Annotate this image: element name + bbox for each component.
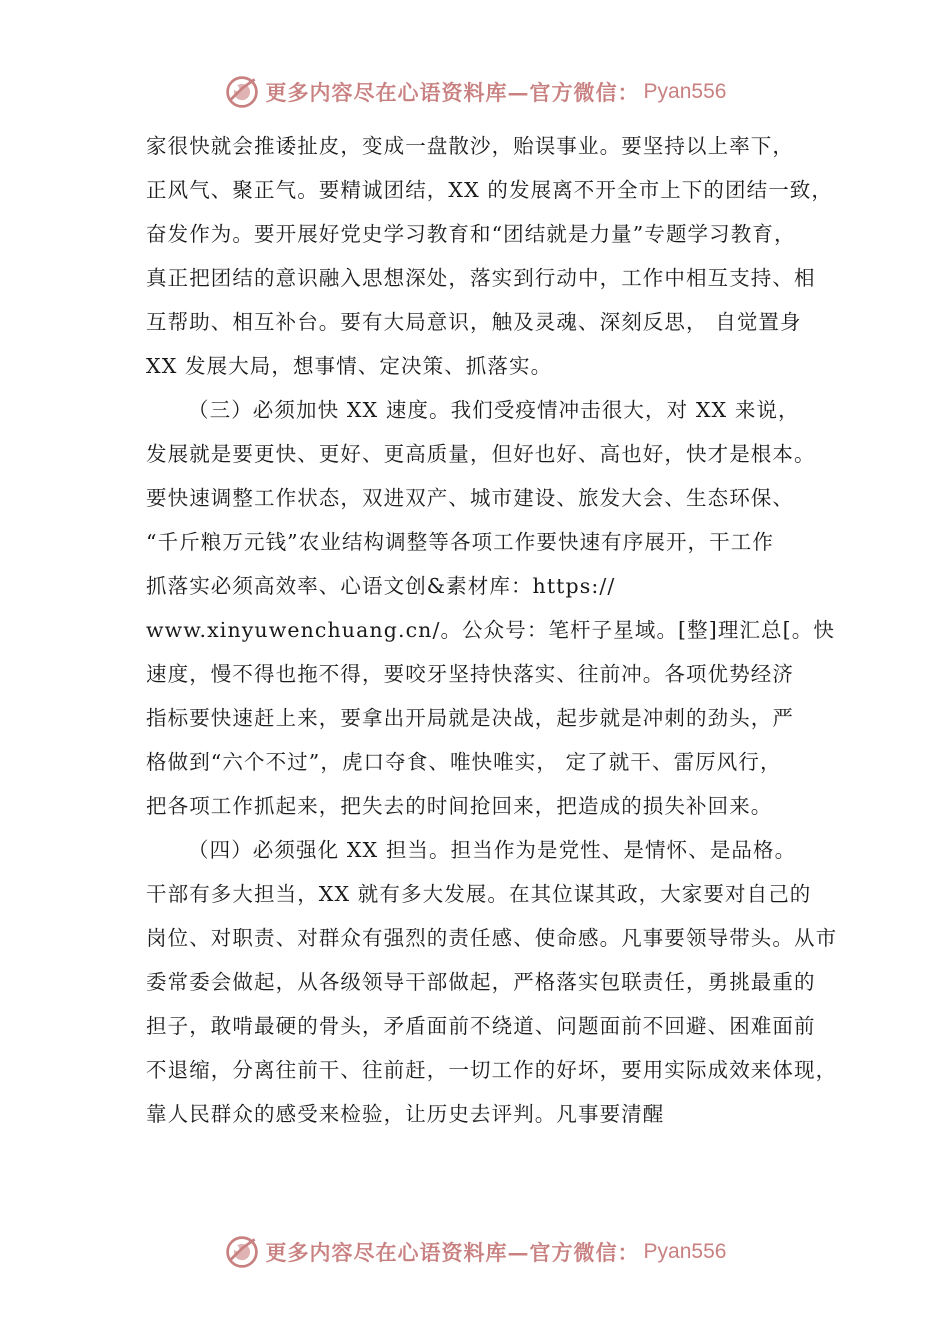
body-line: 互帮助、相互补台。要有大局意识，触及灵魂、深刻反思， 自觉置身 (146, 310, 802, 334)
body-line: 奋发作为。要开展好党史学习教育和“团结就是力量”专题学习教育， (146, 222, 796, 246)
section-heading-line: （四）必须强化 XX 担当。担当作为是党性、是情怀、是品格。 (188, 838, 797, 862)
section-heading-line: （三）必须加快 XX 速度。我们受疫情冲击很大，对 XX 来说， (188, 398, 800, 422)
body-line: 靠人民群众的感受来检验，让历史去评判。凡事要清醒 (146, 1102, 665, 1126)
body-line: 要快速调整工作状态，双进双产、城市建设、旅发大会、生态环保、 (146, 486, 794, 510)
brand-logo-icon (224, 74, 260, 110)
body-line: 委常委会做起，从各级领导干部做起，严格落实包联责任，勇挑最重的 (146, 970, 816, 994)
body-line: “千斤粮万元钱”农业结构调整等各项工作要快速有序展开，干工作 (146, 530, 774, 554)
body-line: XX 发展大局，想事情、定决策、抓落实。 (146, 354, 553, 378)
footer-watermark-banner (0, 1232, 950, 1272)
body-line: www.xinyuwenchuang.cn/。公众号：笔杆子星域。[整]理汇总[。快 (146, 618, 835, 642)
body-line: 发展就是要更快、更好、更高质量，但好也好、高也好，快才是根本。 (146, 442, 816, 466)
brand-logo-icon (224, 1234, 260, 1270)
body-line: 把各项工作抓起来，把失去的时间抢回来，把造成的损失补回来。 (146, 794, 773, 818)
body-line: 真正把团结的意识融入思想深处，落实到行动中，工作中相互支持、相 (146, 266, 816, 290)
header-brand-text: 更多内容尽在心语资料库—官方微信： (265, 80, 640, 105)
footer-brand-id: Pyan556 (643, 1240, 727, 1263)
body-line: 抓落实必须高效率、心语文创&素材库：https:// (146, 574, 616, 598)
body-line: 格做到“六个不过”，虎口夺食、唯快唯实， 定了就干、雷厉风行， (146, 750, 782, 774)
body-line: 家很快就会推诿扯皮，变成一盘散沙，贻误事业。要坚持以上率下， (146, 134, 794, 158)
body-line: 担子，敢啃最硬的骨头，矛盾面前不绕道、问题面前不回避、困难面前 (146, 1014, 816, 1038)
body-line: 指标要快速赶上来，要拿出开局就是决战，起步就是冲刺的劲头，严 (146, 706, 794, 730)
body-line: 不退缩，分离往前干、往前赶，一切工作的好坏，要用实际成效来体现， (146, 1058, 838, 1082)
header-brand-id: Pyan556 (643, 80, 727, 103)
header-watermark-banner (0, 72, 950, 112)
document-body (146, 124, 838, 1136)
body-line: 正风气、聚正气。要精诚团结，XX 的发展离不开全市上下的团结一致， (146, 178, 834, 202)
body-line: 岗位、对职责、对群众有强烈的责任感、使命感。凡事要领导带头。从市 (146, 926, 838, 950)
footer-brand-text: 更多内容尽在心语资料库—官方微信： (265, 1240, 640, 1265)
body-line: 速度，慢不得也拖不得，要咬牙坚持快落实、往前冲。各项优势经济 (146, 662, 794, 686)
body-line: 干部有多大担当，XX 就有多大发展。在其位谋其政，大家要对自己的 (146, 882, 812, 906)
